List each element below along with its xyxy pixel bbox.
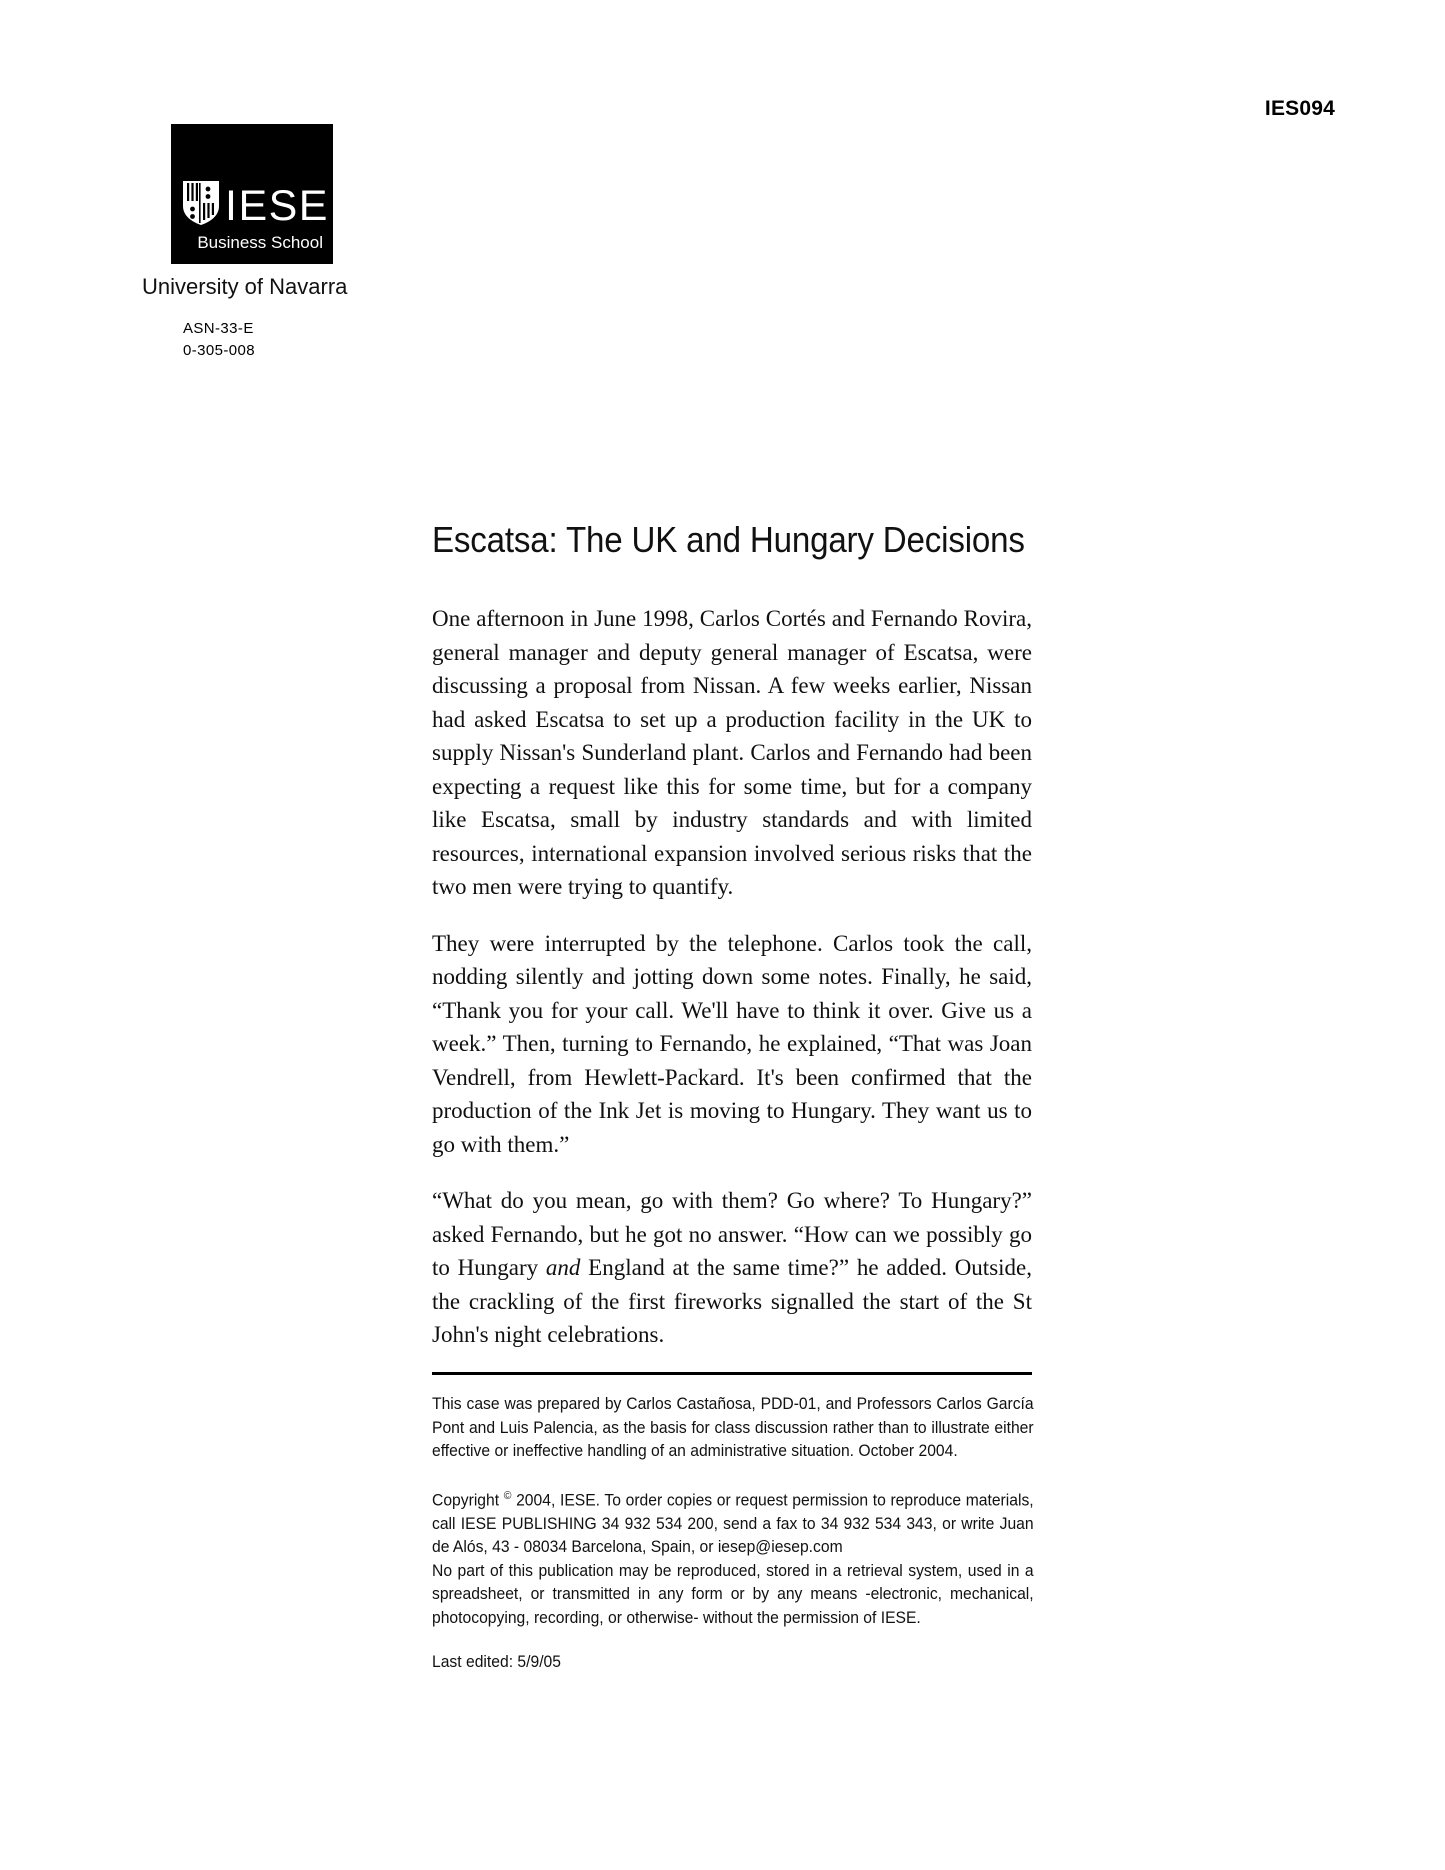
logo-tagline: Business School — [197, 233, 323, 252]
university-name: University of Navarra — [142, 274, 348, 299]
footer-rights-notice: No part of this publication may be reproduced, stored in a retrieval system, used in a spreadsheet, or transmitted in any form or by any means -electronic, mechanical, photocopying, recording, or otherwise- without the permission of IESE. — [432, 1561, 1034, 1627]
footer-notes — [432, 1393, 1034, 1675]
body-text — [432, 602, 1032, 1352]
logo-black-box — [171, 124, 333, 264]
reference-codes — [183, 318, 333, 362]
paragraph-3-emphasis: and — [545, 1255, 581, 1280]
logo-wordmark: IESE — [225, 182, 329, 231]
copyright-text-pre: Copyright — [432, 1491, 504, 1509]
paragraph-3-segment-1: “What do you mean, go with them? Go where? To Hungary?” asked Fernando, but he got no answer. “How can we possibly go to Hungary — [432, 1188, 1032, 1280]
body-paragraph-1: One afternoon in June 1998, Carlos Cortés and Fernando Rovira, general manager and deputy general manager of Escatsa, were discussing a proposal from Nissan. A few weeks earlier, Nissan had asked Escatsa to set up a production facility in the UK to supply Nissan's Sunderland plant. Carlos and Fernando had been expecting a request like this for some time, but for a company like Escatsa, small by industry standards and with limited resources, international expansion involved serious risks that the two men were trying to quantify. — [432, 606, 1032, 899]
reference-code-1: ASN-33-E — [183, 320, 254, 337]
iese-logo-block — [142, 124, 348, 362]
body-paragraph-3 — [432, 1184, 1032, 1352]
reference-code-2: 0-305-008 — [183, 341, 255, 359]
page-title: Escatsa: The UK and Hungary Decisions — [432, 519, 1025, 561]
copyright-text-post: 2004, IESE. To order copies or request permission to reproduce materials, call IESE PUBLISHING 34 932 534 200, send a fax to 34 932 534 343, or write Juan de Alós, 43 - 08034 Barcelona, Spain, or iesep@iesep.com — [432, 1491, 1034, 1556]
iese-shield-icon — [182, 180, 220, 226]
document-code: IES094 — [1264, 97, 1335, 120]
footer-copyright — [432, 1485, 1034, 1560]
footer-last-edited: Last edited: 5/9/05 — [432, 1653, 561, 1671]
logo-mark — [182, 180, 329, 231]
paragraph-3-segment-2: England at the same time?” he added. Outside, the crackling of the first fireworks signalled the start of the St John's night celebrations. — [432, 1255, 1033, 1347]
footer-credit: This case was prepared by Carlos Castañosa, PDD-01, and Professors Carlos García Pont and Luis Palencia, as the basis for class discussion rather than to illustrate either effective or ineffective handling of an administrative situation. October 2004. — [432, 1395, 1034, 1460]
body-paragraph-2: They were interrupted by the telephone. Carlos took the call, nodding silently and jotting down some notes. Finally, he said, “Thank you for your call. We'll have to think it over. Give us a week.” Then, turning to Fernando, he explained, “That was Joan Vendrell, from Hewlett-Packard. It's been confirmed that the production of the Ink Jet is moving to Hungary. They want us to go with them.” — [432, 930, 1032, 1157]
footer-divider — [432, 1372, 1032, 1375]
copyright-symbol: © — [503, 1489, 512, 1502]
